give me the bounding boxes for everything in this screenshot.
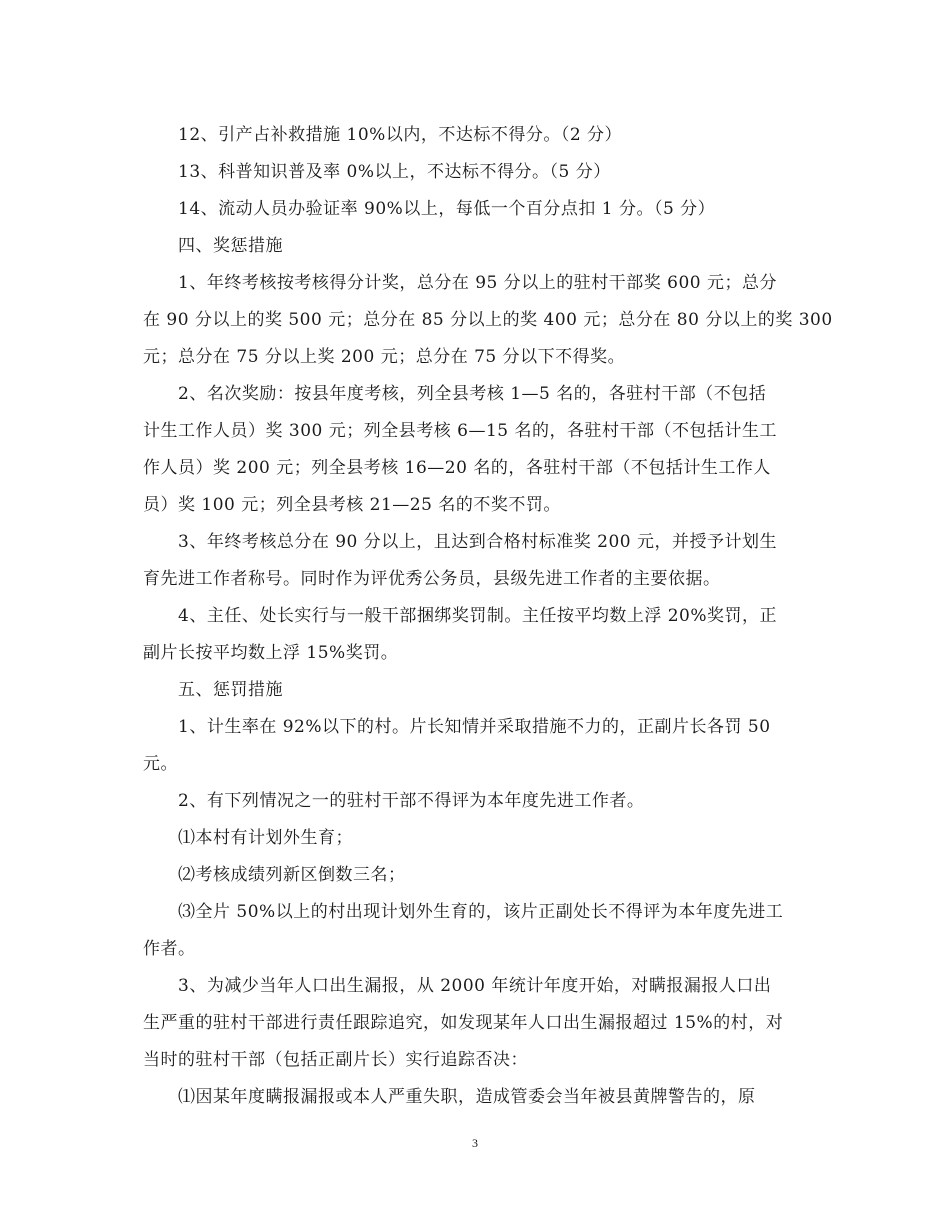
section-heading: 五、惩罚措施 [178, 680, 283, 700]
text-line: 13、科普知识普及率 0%以上，不达标不得分。（5 分） [178, 162, 611, 182]
text-line: 1、年终考核按考核得分计奖，总分在 95 分以上的驻村干部奖 600 元；总分 [178, 273, 778, 293]
text-line: 副片长按平均数上浮 15%奖罚。 [143, 643, 399, 663]
text-line: 在 90 分以上的奖 500 元；总分在 85 分以上的奖 400 元；总分在 80 分以上的奖 300 [143, 310, 833, 330]
text-line: ⑵考核成绩列新区倒数三名； [178, 865, 406, 885]
text-line: 2、名次奖励：按县年度考核，列全县考核 1—5 名的，各驻村干部（不包括 [178, 384, 767, 404]
text-line: 3、年终考核总分在 90 分以上，且达到合格村标准奖 200 元，并授予计划生 [178, 532, 778, 552]
text-line: ⑴因某年度瞒报漏报或本人严重失职，造成管委会当年被县黄牌警告的，原 [178, 1087, 756, 1107]
text-line: 12、引产占补救措施 10%以内，不达标不得分。（2 分） [178, 125, 623, 145]
text-line: 元；总分在 75 分以上奖 200 元；总分在 75 分以下不得奖。 [143, 347, 626, 367]
page-number: 3 [472, 1136, 478, 1150]
section-heading: 四、奖惩措施 [178, 236, 283, 256]
text-line: 1、计生率在 92%以下的村。片长知情并采取措施不力的，正副片长各罚 50 [178, 717, 771, 737]
text-line: 元。 [143, 754, 178, 774]
text-line: 作者。 [143, 939, 196, 959]
text-line: ⑶全片 50%以上的村出现计划外生育的，该片正副处长不得评为本年度先进工 [178, 902, 784, 922]
text-line: 当时的驻村干部（包括正副片长）实行追踪否决： [143, 1050, 528, 1070]
text-line: 计生工作人员）奖 300 元；列全县考核 6—15 名的，各驻村干部（不包括计生工 [143, 421, 778, 441]
text-line: ⑴本村有计划外生育； [178, 828, 353, 848]
text-line: 2、有下列情况之一的驻村干部不得评为本年度先进工作者。 [178, 791, 645, 811]
text-line: 14、流动人员办验证率 90%以上，每低一个百分点扣 1 分。（5 分） [178, 199, 716, 219]
text-line: 作人员）奖 200 元；列全县考核 16—20 名的，各驻村干部（不包括计生工作人 [143, 458, 771, 478]
text-line: 生严重的驻村干部进行责任跟踪追究，如发现某年人口出生漏报超过 15%的村，对 [143, 1013, 784, 1033]
text-line: 员）奖 100 元；列全县考核 21—25 名的不奖不罚。 [143, 495, 561, 515]
text-line: 育先进工作者称号。同时作为评优秀公务员，县级先进工作者的主要依据。 [143, 569, 721, 589]
text-line: 4、主任、处长实行与一般干部捆绑奖罚制。主任按平均数上浮 20%奖罚，正 [178, 606, 778, 626]
text-line: 3、为减少当年人口出生漏报，从 2000 年统计年度开始，对瞒报漏报人口出 [178, 976, 772, 996]
